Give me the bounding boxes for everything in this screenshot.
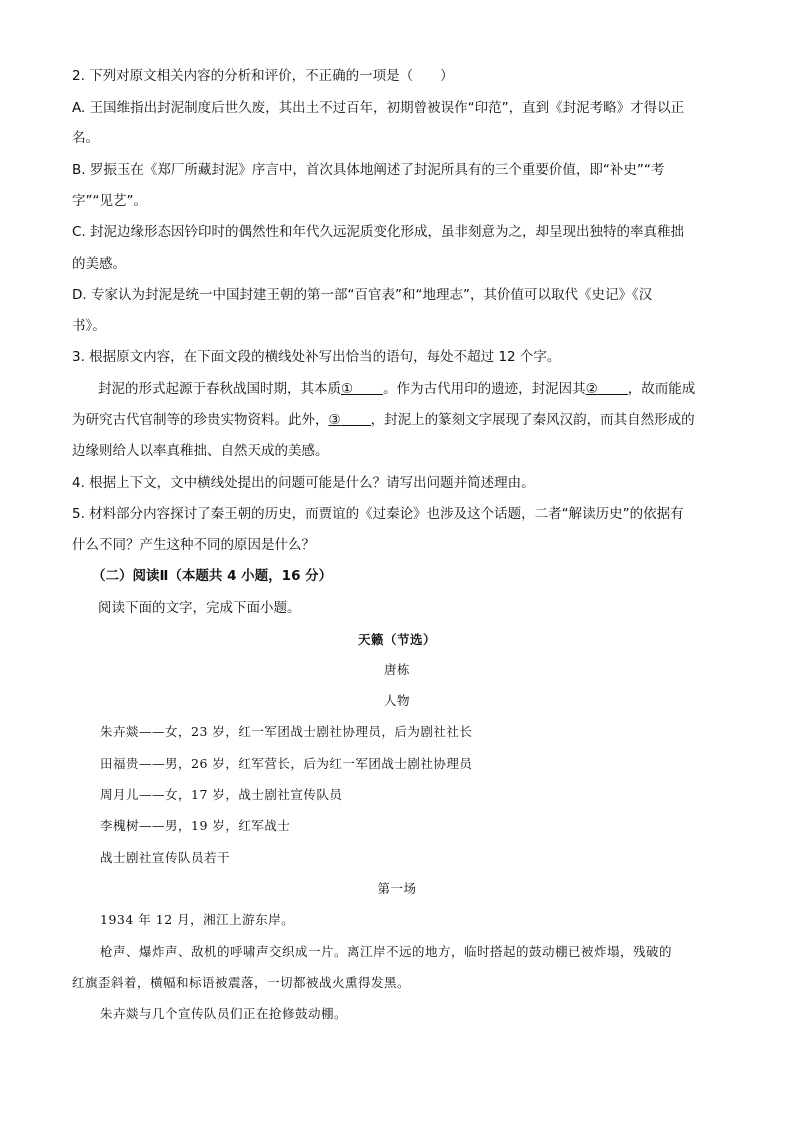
fill-blank-3[interactable] [341,411,371,426]
option-d-line-2: 书》。 [72,318,106,334]
reading-instruction: 阅读下面的文字，完成下面小题。 [98,600,301,616]
stage-direction-line-2: 红旗歪斜着，横幅和标语被震落，一切都被战火熏得发黑。 [72,975,411,990]
section-heading: （二）阅读Ⅱ（本题共 4 小题，16 分） [92,568,333,584]
question-4-stem: 4. 根据上下文，文中横线处提出的问题可能是什么？请写出问题并简述理由。 [72,475,535,491]
scene-setting: 1934 年 12 月，湘江上游东岸。 [100,912,295,927]
option-a-line-1: A. 王国维指出封泥制度后世久废，其出土不过百年，初期曾被误作“印范”，直到《封泥考略》才得以正 [72,100,685,116]
option-a-line-2: 名。 [72,130,99,146]
stage-direction-line-1: 枪声、爆炸声、敌机的呼啸声交织成一片。离江岸不远的地方，临时搭起的鼓动棚已被炸塌，残破的 [100,944,673,959]
option-b-line-2: 字”“见艺”。 [72,193,147,209]
question-3-passage-line-2 [72,410,722,430]
question-3-passage-line-1 [98,379,748,399]
play-title: 天籁（节选） [357,632,436,647]
passage-text: 封泥的形式起源于春秋战国时期，其本质 [98,381,341,397]
option-c-line-1: C. 封泥边缘形态因钤印时的偶然性和年代久远泥质变化形成，虽非刻意为之，却呈现出独特的率真稚拙 [72,224,685,240]
question-3-passage-line-3: 边缘则给人以率真稚拙、自然天成的美感。 [72,443,329,459]
option-d-line-1: D. 专家认为封泥是统一中国封建王朝的第一部“百官表”和“地理志”，其价值可以取代《史记》《汉 [72,287,653,303]
passage-text: ，封泥上的篆刻文字展现了秦风汉韵，而其自然形成的 [370,412,695,428]
character-2: 田福贵——男，26 岁，红军营长，后为红一军团战士剧社协理员 [100,756,473,771]
blank-number-2: ② [585,381,598,397]
scene-heading: 第一场 [377,881,417,896]
character-5: 战士剧社宣传队员若干 [100,850,231,865]
passage-text: 。作为古代用印的遗迹，封泥因其 [383,381,586,397]
character-3: 周月儿——女，17 岁，战士剧社宣传队员 [100,787,343,802]
blank-number-1: ① [341,381,354,397]
option-b-line-1: B. 罗振玉在《郑厂所藏封泥》序言中，首次具体地阐述了封泥所具有的三个重要价值，即“补史”“考 [72,162,665,178]
question-5-line-1: 5. 材料部分内容探讨了秦王朝的历史，而贾谊的《过秦论》也涉及这个话题，二者“解读历史”的依据有 [72,506,684,522]
character-1: 朱卉燚——女，23 岁，红一军团战士剧社协理员，后为剧社社长 [100,724,473,739]
question-3-stem: 3. 根据原文内容，在下面文段的横线处补写出恰当的语句，每处不超过 12 个字。 [72,349,561,365]
fill-blank-2[interactable] [598,380,628,395]
characters-heading: 人物 [383,693,410,708]
passage-text: 为研究古代官制等的珍贵实物资料。此外， [72,412,329,428]
option-c-line-2: 的美感。 [72,256,126,272]
stage-direction-line-3: 朱卉燚与几个宣传队员们正在抢修鼓动棚。 [100,1006,348,1021]
character-4: 李槐树——男，19 岁，红军战士 [100,818,291,833]
question-2-stem: 2. 下列对原文相关内容的分析和评价，不正确的一项是（ ） [72,68,454,84]
question-5-line-2: 什么不同？产生这种不同的原因是什么？ [72,537,315,553]
passage-text: ，故而能成 [627,381,696,397]
fill-blank-1[interactable] [353,380,383,395]
play-author: 唐栋 [383,662,410,677]
blank-number-3: ③ [328,412,341,428]
